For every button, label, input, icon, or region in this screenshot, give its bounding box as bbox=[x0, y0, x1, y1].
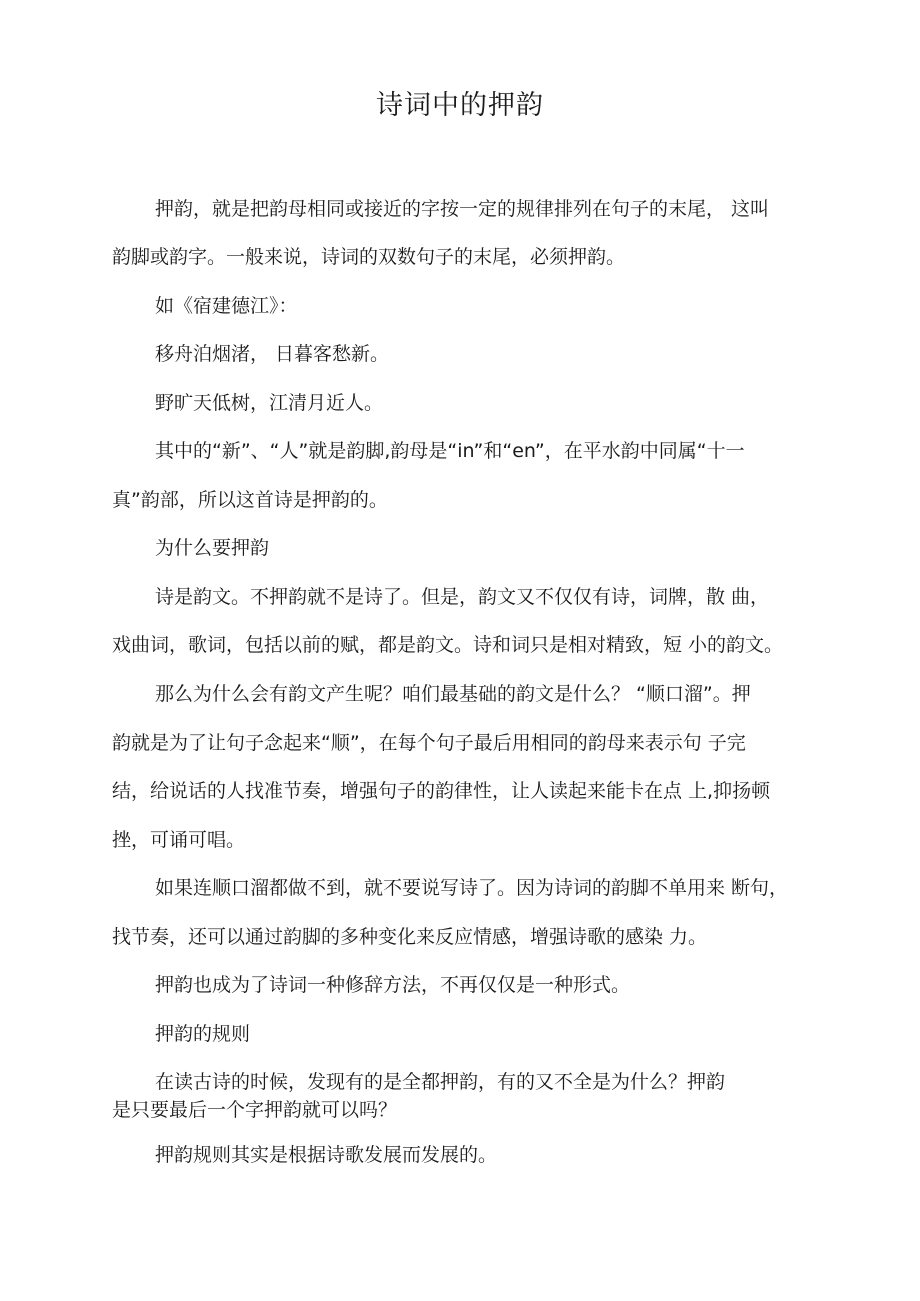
paragraph-line: 押韵规则其实是根据诗歌发展而发展的。 bbox=[155, 1144, 498, 1166]
paragraph-line: 押韵，就是把韵母相同或接近的字按一定的规律排列在句子的末尾， 这叫 bbox=[155, 198, 770, 220]
paragraph-line: 找节奏，还可以通过韵脚的多种变化来反应情感，增强诗歌的感染 力。 bbox=[112, 926, 708, 948]
poem-line: 野旷天低树，江清月近人。 bbox=[155, 392, 384, 414]
document-title: 诗词中的押韵 bbox=[376, 90, 544, 121]
paragraph-line: 韵脚或韵字。一般来说，诗词的双数句子的末尾，必须押韵。 bbox=[112, 246, 626, 268]
paragraph-line: 如《宿建德江》： bbox=[155, 295, 298, 317]
paragraph-line: 是只要最后一个字押韵就可以吗？ bbox=[112, 1099, 398, 1121]
paragraph-line: 那么为什么会有韵文产生呢？咱们最基础的韵文是什么？ “顺口溜”。押 bbox=[155, 683, 751, 705]
paragraph-line: 真”韵部，所以这首诗是押韵的。 bbox=[112, 489, 388, 511]
section-heading: 押韵的规则 bbox=[155, 1023, 251, 1045]
paragraph-line: 在读古诗的时候，发现有的是全都押韵，有的又不全是为什么？押韵 bbox=[155, 1071, 726, 1093]
paragraph-line: 戏曲词，歌词，包括以前的赋，都是韵文。诗和词只是相对精致，短 小的韵文。 bbox=[112, 634, 784, 656]
paragraph-line: 挫，可诵可唱。 bbox=[112, 829, 246, 851]
paragraph-line: 结，给说话的人找准节奏，增强句子的韵律性，让人读起来能卡在点 上,抑扬顿 bbox=[112, 780, 771, 802]
poem-line: 移舟泊烟渚， 日暮客愁新。 bbox=[155, 343, 390, 365]
paragraph-line: 韵就是为了让句子念起来“顺”，在每个句子最后用相同的韵母来表示句 子完 bbox=[112, 732, 746, 754]
paragraph-line: 押韵也成为了诗词一种修辞方法，不再仅仅是一种形式。 bbox=[155, 974, 631, 996]
paragraph-line: 诗是韵文。不押韵就不是诗了。但是，韵文又不仅仅有诗，词牌，散 曲， bbox=[155, 586, 770, 608]
paragraph-line: 如果连顺口溜都做不到，就不要说写诗了。因为诗词的韵脚不单用来 断句， bbox=[155, 877, 789, 899]
section-heading: 为什么要押韵 bbox=[155, 537, 270, 559]
paragraph-line: 其中的“新”、“人”就是韵脚,韵母是“in”和“en”，在平水韵中同属“十一 bbox=[155, 440, 745, 462]
